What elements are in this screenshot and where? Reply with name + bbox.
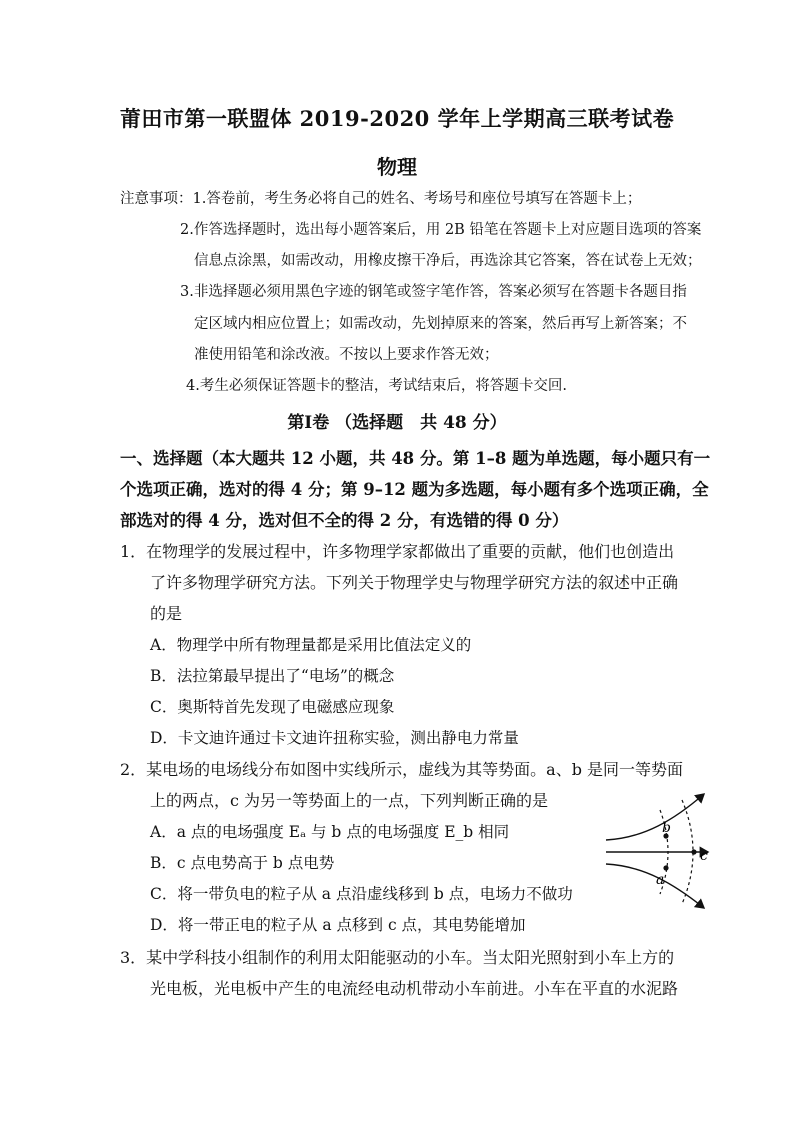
field-line-lower <box>606 864 704 908</box>
label-b: b <box>662 820 671 836</box>
note-line: 信息点涂黑，如需改动，用橡皮擦干净后，再选涂其它答案，答在试卷上无效； <box>194 253 702 269</box>
question-1-option-d: D．卡文迪许通过卡文迪许扭称实验，测出静电力常量 <box>150 729 519 747</box>
note-line: 4.考生必须保证答题卡的整洁，考试结束后，将答题卡交回. <box>186 378 567 394</box>
note-line: 2.作答选择题时，选出每小题答案后，用 2B 铅笔在答题卡上对应题目选项的答案 <box>180 222 702 238</box>
electric-field-figure <box>604 790 712 912</box>
label-c: c <box>700 848 708 864</box>
question-1-stem: 的是 <box>150 604 183 623</box>
note-line: 3.非选择题必须用黑色字迹的钢笔或签字笔作答，答案必须写在答题卡各题目指 <box>180 284 687 300</box>
question-2-stem: 上的两点，c 为另一等势面上的一点，下列判断正确的是 <box>150 791 549 810</box>
question-1-option-b: B．法拉第最早提出了“电场”的概念 <box>150 667 395 685</box>
section-title: 第Ⅰ卷 （选择题 共 48 分） <box>287 413 507 433</box>
section-instruction: 个选项正确，选对的得 4 分；第 9–12 题为多选题，每小题有多个选项正确，全 <box>120 480 709 499</box>
note-line: 定区域内相应位置上；如需改动，先划掉原来的答案，然后再写上新答案；不 <box>194 316 687 332</box>
question-2-option-a: A．a 点的电场强度 Eₐ 与 b 点的电场强度 E_b 相同 <box>150 823 510 841</box>
question-2-option-c: C．将一带负电的粒子从 a 点沿虚线移到 b 点，电场力不做功 <box>150 885 573 903</box>
note-line: 准使用铅笔和涂改液。不按以上要求作答无效； <box>194 347 499 363</box>
question-3-stem: 3．某中学科技小组制作的利用太阳能驱动的小车。当太阳光照射到小车上方的 <box>120 948 675 967</box>
question-2-option-b: B．c 点电势高于 b 点电势 <box>150 854 335 872</box>
question-3-stem: 光电板，光电板中产生的电流经电动机带动小车前进。小车在平直的水泥路 <box>150 979 679 998</box>
section-instruction: 一、选择题（本大题共 12 小题，共 48 分。第 1–8 题为单选题，每小题只有一 <box>120 449 711 468</box>
point-c <box>691 849 696 854</box>
question-2-stem: 2．某电场的电场线分布如图中实线所示，虚线为其等势面。a、b 是同一等势面 <box>120 760 684 779</box>
question-1-option-c: C．奥斯特首先发现了电磁感应现象 <box>150 698 395 716</box>
label-a: a <box>656 872 665 888</box>
exam-title: 莆田市第一联盟体 2019-2020 学年上学期高三联考试卷 <box>119 106 675 131</box>
question-1-stem: 1．在物理学的发展过程中，许多物理学家都做出了重要的贡献，他们也创造出 <box>120 542 675 561</box>
question-1-stem: 了许多物理学研究方法。下列关于物理学史与物理学研究方法的叙述中正确 <box>150 573 679 592</box>
section-instruction: 部选对的得 4 分，选对但不全的得 2 分，有选错的得 0 分） <box>120 511 569 530</box>
subject-title: 物理 <box>377 155 417 179</box>
field-line-upper <box>606 794 704 840</box>
point-a <box>663 865 668 870</box>
question-1-option-a: A．物理学中所有物理量都是采用比值法定义的 <box>150 636 472 654</box>
question-2-option-d: D．将一带正电的粒子从 a 点移到 c 点，其电势能增加 <box>150 916 526 934</box>
note-line: 注意事项：1.答卷前，考生务必将自己的姓名、考场号和座位号填写在答题卡上； <box>120 191 642 207</box>
